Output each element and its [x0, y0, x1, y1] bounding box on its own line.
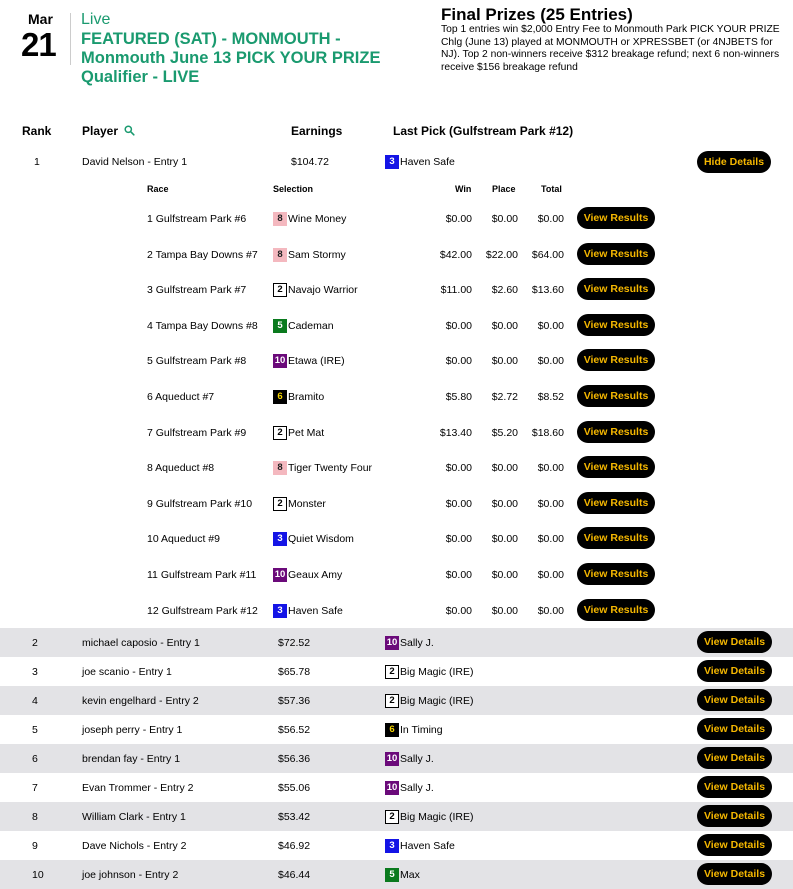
horse-name: Etawa (IRE) [288, 355, 345, 368]
race-name: 2 Tampa Bay Downs #7 [147, 248, 258, 261]
details-header-total: Total [541, 184, 562, 194]
last-pick [385, 752, 434, 766]
player-name: Dave Nichols - Entry 2 [82, 840, 187, 852]
horse-name: Big Magic (IRE) [400, 694, 474, 707]
standings-row [0, 860, 793, 889]
place-payout: $0.00 [491, 497, 518, 510]
last-pick [385, 810, 474, 824]
player-name: brendan fay - Entry 1 [82, 753, 181, 765]
earnings: $56.36 [278, 753, 311, 765]
player-name: joseph perry - Entry 1 [82, 724, 183, 736]
rank: 4 [32, 695, 38, 707]
column-header-last-pick: Last Pick (Gulfstream Park #12) [393, 124, 574, 138]
total-payout: $64.00 [531, 248, 564, 261]
horse-name: Sally J. [400, 752, 434, 765]
place-payout: $2.60 [491, 284, 518, 297]
horse-name: Haven Safe [400, 155, 455, 168]
horse-name: Sally J. [400, 781, 434, 794]
place-payout: $0.00 [491, 604, 518, 617]
horse-name: Monster [288, 497, 326, 510]
standings-row [0, 657, 793, 686]
race-name: 7 Gulfstream Park #9 [147, 426, 247, 439]
race-name: 3 Gulfstream Park #7 [147, 284, 247, 297]
view-details-button[interactable]: View Details [697, 747, 772, 769]
program-number: 6 [273, 390, 287, 404]
win-payout: $13.40 [439, 426, 472, 439]
earnings: $46.44 [278, 869, 311, 881]
race-result-row [0, 454, 793, 480]
earnings: $46.92 [278, 840, 311, 852]
column-header-earnings: Earnings [291, 124, 343, 138]
place-payout: $5.20 [491, 426, 518, 439]
last-pick [385, 665, 474, 679]
view-results-button[interactable]: View Results [577, 492, 655, 514]
view-results-button[interactable]: View Results [577, 599, 655, 621]
place-payout: $0.00 [491, 319, 518, 332]
details-header-selection: Selection [273, 184, 314, 194]
last-pick [385, 155, 455, 169]
rank: 10 [32, 869, 44, 881]
selection [273, 604, 343, 618]
horse-name: In Timing [400, 723, 443, 736]
horse-name: Big Magic (IRE) [400, 810, 474, 823]
program-number: 5 [385, 868, 399, 882]
player-name: William Clark - Entry 1 [82, 811, 186, 823]
view-results-button[interactable]: View Results [577, 456, 655, 478]
selection [273, 390, 324, 404]
total-payout: $0.00 [537, 604, 564, 617]
program-number: 8 [273, 248, 287, 262]
race-name: 11 Gulfstream Park #11 [147, 569, 257, 581]
place-payout: $2.72 [491, 391, 518, 403]
total-payout: $0.00 [537, 213, 564, 225]
view-details-button[interactable]: View Details [697, 834, 772, 856]
standings-row-leader [0, 150, 793, 175]
last-pick [385, 694, 474, 708]
race-result-row [0, 276, 793, 302]
race-result-row [0, 312, 793, 338]
rank: 9 [32, 840, 38, 852]
race-name: 9 Gulfstream Park #10 [147, 497, 253, 510]
selection [273, 248, 346, 262]
divider [70, 13, 71, 65]
horse-name: Navajo Warrior [288, 283, 358, 296]
standings-row [0, 744, 793, 773]
view-details-button[interactable]: View Details [697, 631, 772, 653]
contest-title: FEATURED (SAT) - MONMOUTH - Monmouth June 13 PICK YOUR PRIZE Qualifier - LIVE [81, 30, 381, 86]
race-result-row [0, 347, 793, 373]
view-results-button[interactable]: View Results [577, 207, 655, 229]
selection [273, 568, 342, 582]
rank: 6 [32, 753, 38, 765]
view-details-button[interactable]: View Details [697, 689, 772, 711]
selection [273, 354, 345, 368]
rank: 3 [32, 666, 38, 678]
horse-name: Bramito [288, 390, 325, 403]
total-payout: $0.00 [537, 569, 564, 581]
race-result-row [0, 419, 793, 445]
view-results-button[interactable]: View Results [577, 527, 655, 549]
details-header-win: Win [455, 184, 472, 194]
selection [273, 461, 372, 475]
total-payout: $0.00 [537, 462, 564, 475]
program-number: 5 [273, 319, 287, 333]
column-header-player [82, 124, 135, 139]
program-number: 2 [385, 694, 399, 708]
view-results-button[interactable]: View Results [577, 385, 655, 407]
race-name: 5 Gulfstream Park #8 [147, 355, 247, 368]
standings-row [0, 831, 793, 860]
view-results-button[interactable]: View Results [577, 349, 655, 371]
column-header-player-label: Player [82, 124, 119, 138]
total-payout: $13.60 [531, 284, 564, 297]
last-pick [385, 781, 434, 795]
rank: 5 [32, 724, 38, 736]
horse-name: Wine Money [288, 212, 347, 225]
date-day: 21 [21, 26, 56, 63]
column-header-rank: Rank [22, 124, 52, 138]
earnings: $55.06 [278, 782, 311, 794]
selection [273, 497, 326, 511]
race-name: 8 Aqueduct #8 [147, 462, 215, 475]
player-name: Evan Trommer - Entry 2 [82, 782, 194, 794]
view-details-button[interactable]: View Details [697, 660, 772, 682]
program-number: 10 [386, 637, 398, 648]
player-name: joe johnson - Entry 2 [82, 869, 179, 881]
earnings: $57.36 [278, 695, 311, 707]
total-payout: $0.00 [537, 319, 564, 332]
selection [273, 426, 324, 440]
total-payout: $18.60 [531, 426, 564, 439]
rank: 7 [32, 782, 38, 794]
win-payout: $0.00 [445, 533, 472, 546]
place-payout: $0.00 [491, 213, 518, 225]
standings-row [0, 628, 793, 657]
race-result-row [0, 525, 793, 551]
win-payout: $5.80 [445, 391, 472, 403]
selection [273, 319, 334, 333]
race-name: 10 Aqueduct #9 [147, 533, 220, 546]
earnings: $56.52 [278, 724, 311, 736]
place-payout: $22.00 [485, 248, 518, 261]
view-results-button[interactable]: View Results [577, 563, 655, 585]
standings-row [0, 773, 793, 802]
last-pick [385, 723, 443, 737]
horse-name: Pet Mat [288, 426, 325, 439]
total-payout: $0.00 [537, 355, 564, 368]
program-number: 10 [274, 569, 286, 580]
program-number: 8 [273, 212, 287, 226]
program-number: 10 [274, 355, 286, 367]
last-pick [385, 636, 434, 650]
total-payout: $0.00 [537, 497, 564, 510]
race-result-row [0, 205, 793, 231]
horse-name: Big Magic (IRE) [400, 665, 474, 678]
race-result-row [0, 597, 793, 623]
win-payout: $0.00 [445, 497, 472, 510]
horse-name: Geaux Amy [288, 568, 343, 581]
program-number: 3 [273, 532, 287, 546]
earnings: $72.52 [278, 637, 311, 649]
race-result-row [0, 490, 793, 516]
program-number: 2 [273, 426, 287, 440]
rank: 1 [34, 156, 40, 168]
program-number: 2 [273, 497, 287, 511]
contest-status: Live [81, 11, 111, 28]
search-icon[interactable] [124, 125, 135, 139]
program-number: 8 [273, 461, 287, 475]
program-number: 2 [385, 810, 399, 824]
place-payout: $0.00 [491, 569, 518, 581]
horse-name: Haven Safe [400, 839, 455, 852]
race-result-row [0, 561, 793, 587]
race-name: 1 Gulfstream Park #6 [147, 213, 247, 225]
view-results-button[interactable]: View Results [577, 243, 655, 265]
player-name: kevin engelhard - Entry 2 [82, 695, 199, 707]
view-results-button[interactable]: View Results [577, 421, 655, 443]
race-name: 12 Gulfstream Park #12 [147, 604, 258, 617]
race-result-row [0, 383, 793, 409]
rank: 2 [32, 637, 38, 649]
win-payout: $0.00 [445, 355, 472, 368]
earnings: $104.72 [291, 156, 329, 168]
win-payout: $0.00 [445, 462, 472, 475]
view-details-button[interactable]: View Details [697, 805, 772, 827]
horse-name: Sam Stormy [288, 248, 346, 261]
program-number: 2 [385, 665, 399, 679]
selection [273, 283, 358, 297]
selection [273, 532, 354, 546]
place-payout: $0.00 [491, 462, 518, 475]
race-result-row [0, 241, 793, 267]
selection [273, 212, 346, 226]
view-results-button[interactable]: View Results [577, 278, 655, 300]
horse-name: Cademan [288, 319, 334, 332]
last-pick [385, 868, 420, 882]
win-payout: $42.00 [439, 248, 472, 261]
details-header-race: Race [147, 184, 169, 194]
win-payout: $11.00 [440, 284, 472, 297]
earnings: $65.78 [278, 666, 311, 678]
view-details-button[interactable]: View Details [697, 776, 772, 798]
win-payout: $0.00 [445, 319, 472, 332]
view-results-button[interactable]: View Results [577, 314, 655, 336]
total-payout: $8.52 [537, 391, 564, 403]
win-payout: $0.00 [445, 604, 472, 617]
prizes-description: Top 1 entries win $2,000 Entry Fee to Monmouth Park PICK YOUR PRIZE Chlg (June 13) played at MONMOUTH or XPRESSBET (or 4NJBETS for NJ). Top 2 non-winners receive $312 breakage refund; next 6 non-winners receive $156 breakage refund [441, 24, 780, 73]
details-header-place: Place [492, 184, 516, 194]
place-payout: $0.00 [491, 533, 518, 546]
player-name: michael caposio - Entry 1 [82, 637, 200, 649]
hide-details-button[interactable]: Hide Details [697, 151, 771, 173]
date-month: Mar [28, 11, 53, 27]
standings-row [0, 715, 793, 744]
player-name: David Nelson - Entry 1 [82, 156, 188, 168]
standings-row [0, 802, 793, 831]
horse-name: Sally J. [400, 636, 434, 649]
horse-name: Tiger Twenty Four [288, 461, 373, 474]
program-number: 6 [385, 723, 399, 737]
program-number: 10 [386, 753, 398, 764]
rank: 8 [32, 811, 38, 823]
player-name: joe scanio - Entry 1 [82, 666, 172, 678]
program-number: 10 [386, 782, 398, 793]
horse-name: Quiet Wisdom [288, 533, 354, 546]
place-payout: $0.00 [491, 355, 518, 368]
horse-name: Max [400, 868, 420, 881]
view-details-button[interactable]: View Details [697, 718, 772, 740]
contest-header [0, 0, 793, 100]
program-number: 3 [273, 604, 287, 618]
program-number: 3 [385, 155, 399, 169]
standings-row [0, 686, 793, 715]
earnings: $53.42 [278, 811, 311, 823]
win-payout: $0.00 [445, 569, 472, 581]
race-name: 6 Aqueduct #7 [147, 391, 215, 403]
prizes-heading: Final Prizes (25 Entries) [441, 5, 633, 24]
horse-name: Haven Safe [288, 604, 343, 617]
program-number: 3 [385, 839, 399, 853]
total-payout: $0.00 [537, 533, 564, 546]
win-payout: $0.00 [445, 213, 472, 225]
view-details-button[interactable]: View Details [697, 863, 772, 885]
program-number: 2 [273, 283, 287, 297]
last-pick [385, 839, 455, 853]
race-name: 4 Tampa Bay Downs #8 [147, 319, 258, 332]
